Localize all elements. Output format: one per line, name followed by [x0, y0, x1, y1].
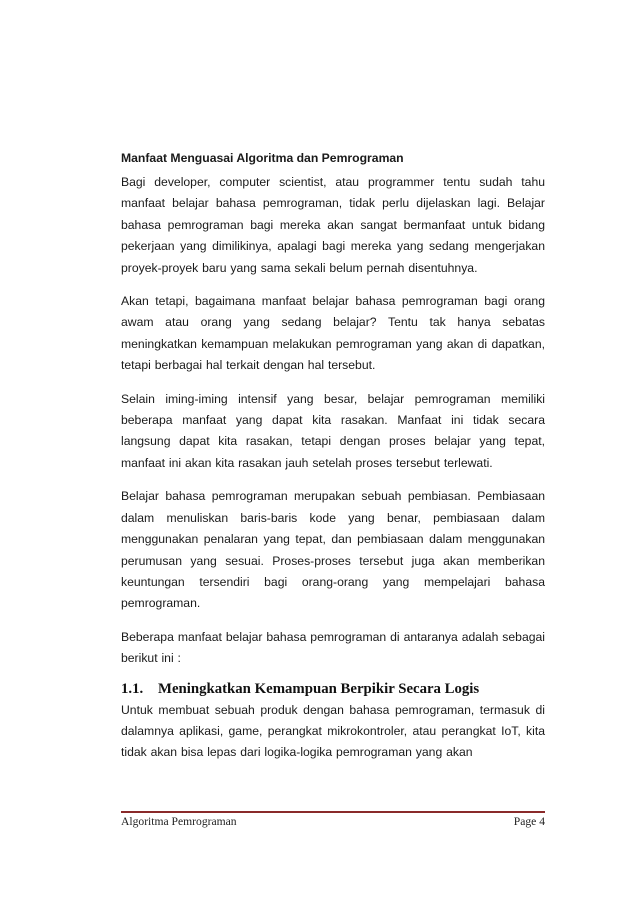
document-page	[121, 0, 545, 903]
paragraph-3: Selain iming-iming intensif yang besar, belajar pemrograman memiliki beberapa manfaat yang dapat kita rasakan. Manfaat ini tidak secara langsung dapat kita rasakan, tetapi dengan proses belajar yang tepat, manfaat ini akan kita rasakan jauh setelah proses tersebut terlewati.	[121, 391, 545, 470]
section-heading	[121, 680, 545, 698]
paragraph-2: Akan tetapi, bagaimana manfaat belajar bahasa pemrograman bagi orang awam atau orang yang sedang belajar? Tentu tak hanya sebatas meningkatkan kemampuan melakukan pemrograman yang akan di dapatkan, tetapi berbagai hal terkait dengan hal tersebut.	[121, 294, 545, 373]
body-text	[121, 172, 545, 776]
page-footer	[121, 811, 545, 829]
paragraph-1: Bagi developer, computer scientist, atau programmer tentu sudah tahu manfaat belajar bahasa pemrograman, tidak perlu dijelaskan lagi. Belajar bahasa pemrograman bagi mereka akan sangat bermanfaat untuk bidang pekerjaan yang dimilikinya, apalagi bagi mereka yang sedang mengerjakan proyek-proyek baru yang sama sekali belum pernah disentuhnya.	[121, 175, 545, 275]
section-title: Meningkatkan Kemampuan Berpikir Secara Logis	[158, 680, 480, 697]
footer-title: Algoritma Pemrograman	[121, 815, 237, 828]
paragraph-4: Belajar bahasa pemrograman merupakan sebuah pembiasan. Pembiasaan dalam menuliskan baris-baris kode yang benar, pembiasaan dalam menggunakan penalaran yang tepat, dan pembiasaan dalam menggunakan perumusan yang sesuai. Proses-proses tersebut juga akan memberikan keuntungan tersendiri bagi orang-orang yang mempelajari bahasa pemrograman.	[121, 489, 545, 611]
page-heading: Manfaat Menguasai Algoritma dan Pemrograman	[121, 151, 404, 165]
paragraph-5: Beberapa manfaat belajar bahasa pemrograman di antaranya adalah sebagai berikut ini :	[121, 629, 545, 666]
page-number: Page 4	[513, 815, 545, 828]
section-paragraph: Untuk membuat sebuah produk dengan bahasa pemrograman, termasuk di dalamnya aplikasi, game, perangkat mikrokontroler, atau perangkat IoT, kita tidak akan bisa lepas dari logika-logika pemrograman yang akan	[121, 702, 545, 760]
section-number: 1.1.	[121, 680, 144, 697]
